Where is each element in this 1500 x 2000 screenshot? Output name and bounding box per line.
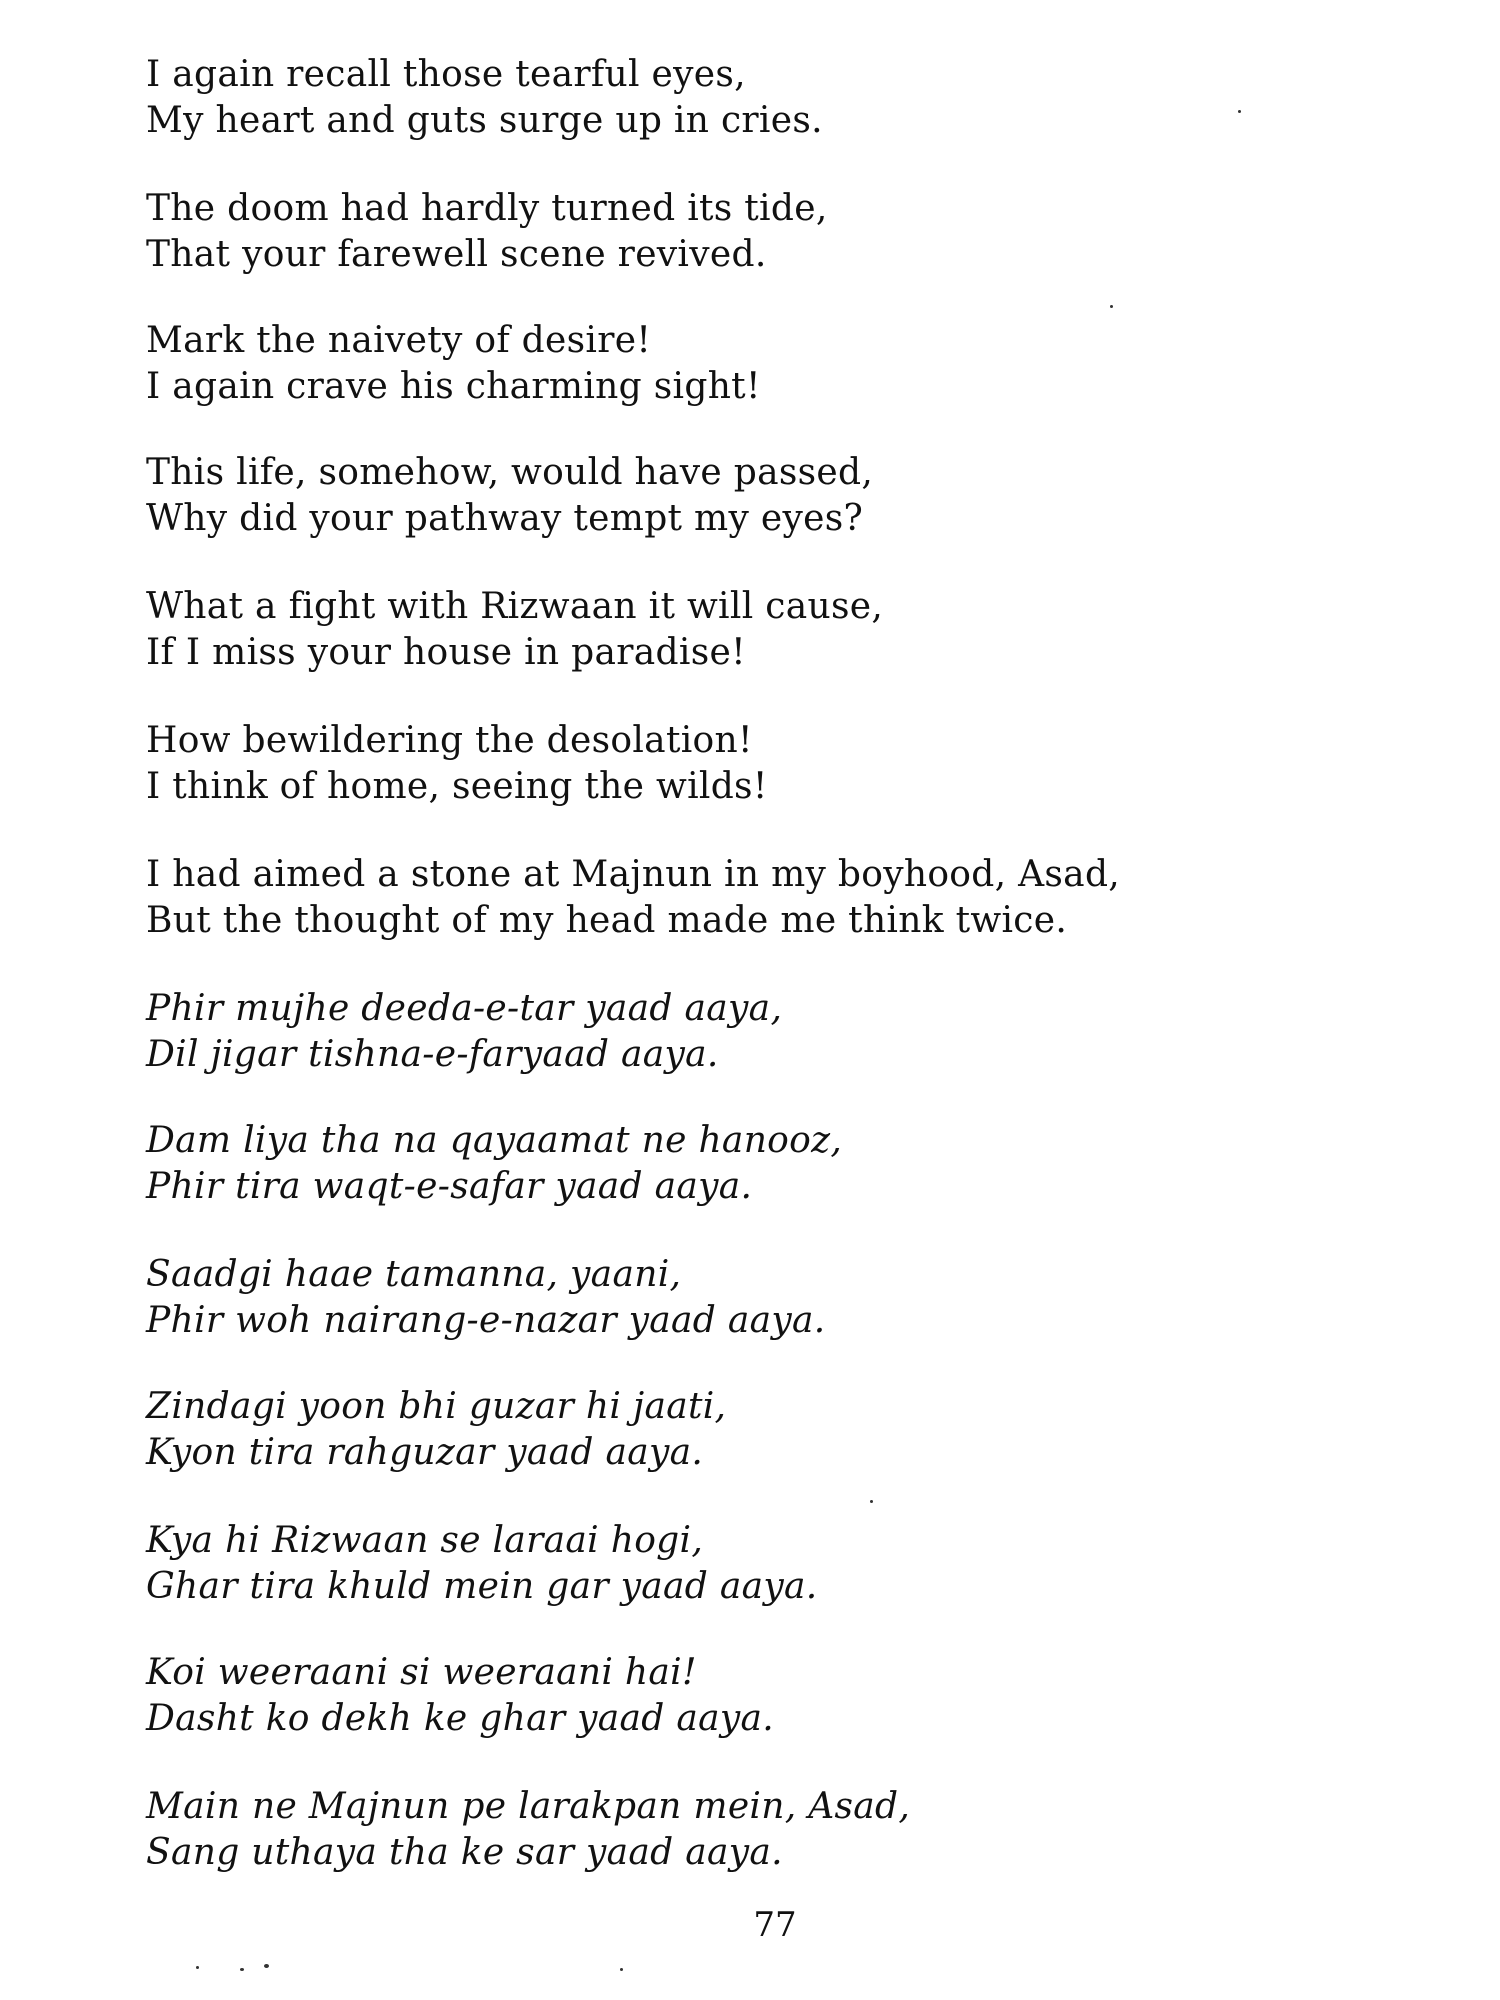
transliterated-stanza-5	[146, 1518, 818, 1610]
stanza-line: If I miss your house in paradise!	[146, 632, 746, 673]
stanza-line: But the thought of my head made me think twice.	[146, 900, 1068, 941]
scan-speck	[196, 1966, 199, 1969]
transliterated-stanza-3	[146, 1252, 826, 1344]
transliterated-stanza-6	[146, 1650, 774, 1742]
stanza-line: Why did your pathway tempt my eyes?	[146, 498, 864, 539]
stanza-line: Phir tira waqt-e-safar yaad aaya.	[146, 1166, 753, 1207]
stanza-line: Saadgi haae tamanna, yaani,	[146, 1254, 682, 1295]
transliterated-stanza-7	[146, 1784, 910, 1876]
english-stanza-1	[146, 52, 823, 144]
stanza-line: This life, somehow, would have passed,	[146, 452, 874, 493]
scan-speck	[264, 1964, 269, 1968]
stanza-line: My heart and guts surge up in cries.	[146, 100, 823, 141]
stanza-line: Ghar tira khuld mein gar yaad aaya.	[146, 1566, 818, 1607]
stanza-line: The doom had hardly turned its tide,	[146, 188, 828, 229]
stanza-line: Kya hi Rizwaan se laraai hogi,	[146, 1520, 704, 1561]
stanza-line: Mark the naivety of desire!	[146, 320, 652, 361]
stanza-line: Zindagi yoon bhi guzar hi jaati,	[146, 1386, 727, 1427]
scan-speck	[620, 1968, 623, 1971]
stanza-line: Kyon tira rahguzar yaad aaya.	[146, 1432, 704, 1473]
stanza-line: Phir woh nairang-e-nazar yaad aaya.	[146, 1300, 826, 1341]
stanza-line: Dasht ko dekh ke ghar yaad aaya.	[146, 1698, 775, 1739]
stanza-line: Dil jigar tishna-e-faryaad aaya.	[146, 1034, 719, 1075]
stanza-line: Dam liya tha na qayaamat ne hanooz,	[146, 1120, 843, 1161]
english-stanza-7	[146, 852, 1120, 944]
scan-speck	[1110, 305, 1113, 308]
stanza-line: What a fight with Rizwaan it will cause,	[146, 586, 884, 627]
page-number: 77	[753, 1905, 797, 1945]
stanza-line: I think of home, seeing the wilds!	[146, 766, 768, 807]
stanza-line: Koi weeraani si weeraani hai!	[146, 1652, 697, 1693]
english-stanza-2	[146, 186, 828, 278]
stanza-line: Phir mujhe deeda-e-tar yaad aaya,	[146, 988, 783, 1029]
stanza-line: I again crave his charming sight!	[146, 366, 761, 407]
stanza-line: That your farewell scene revived.	[146, 234, 767, 275]
english-stanza-3	[146, 318, 761, 410]
stanza-line: Sang uthaya tha ke sar yaad aaya.	[146, 1832, 783, 1873]
stanza-line: I had aimed a stone at Majnun in my boyhood, Asad,	[146, 854, 1121, 895]
scan-speck	[870, 1500, 873, 1503]
english-stanza-4	[146, 450, 873, 542]
scan-speck	[240, 1968, 244, 1971]
transliterated-stanza-2	[146, 1118, 842, 1210]
english-stanza-5	[146, 584, 883, 676]
stanza-line: Main ne Majnun pe larakpan mein, Asad,	[146, 1786, 911, 1827]
scan-speck	[1238, 110, 1241, 113]
stanza-line: I again recall those tearful eyes,	[146, 54, 746, 95]
english-stanza-6	[146, 718, 768, 810]
transliterated-stanza-1	[146, 986, 782, 1078]
stanza-line: How bewildering the desolation!	[146, 720, 753, 761]
transliterated-stanza-4	[146, 1384, 726, 1476]
